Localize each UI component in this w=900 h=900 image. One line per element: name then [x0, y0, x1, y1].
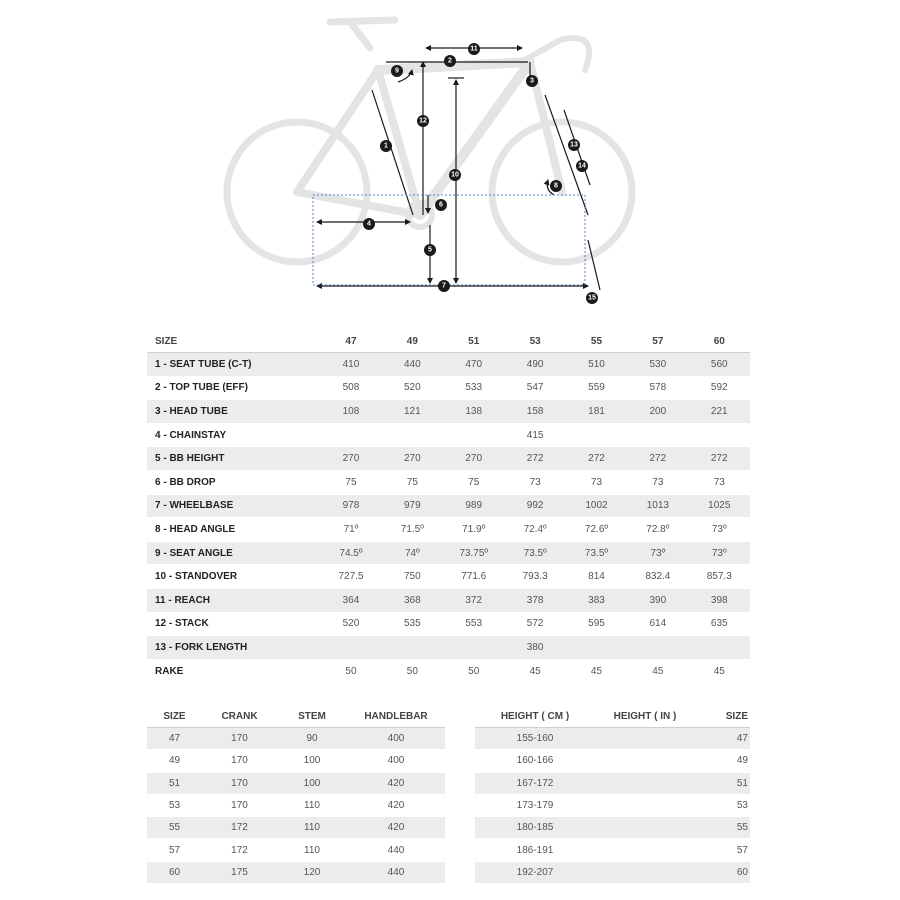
- cell: 170: [202, 794, 277, 816]
- cell: 170: [202, 772, 277, 794]
- callout-5: [424, 244, 436, 256]
- cell: 978: [320, 494, 381, 518]
- cell: [595, 772, 695, 794]
- svg-text:8: 8: [554, 182, 558, 190]
- cell: 57: [695, 839, 750, 861]
- cell: 440: [347, 839, 445, 861]
- table-row: [147, 772, 445, 794]
- cell: 420: [347, 794, 445, 816]
- svg-text:14: 14: [578, 162, 586, 170]
- callout-1: [380, 140, 392, 152]
- cell: 440: [347, 861, 445, 883]
- cell: 553: [443, 612, 504, 636]
- cell: 51: [695, 772, 750, 794]
- cell: 1013: [627, 494, 688, 518]
- cell: 592: [689, 376, 750, 400]
- cell: 420: [347, 817, 445, 839]
- cell: 71.5º: [382, 518, 443, 542]
- row-label: 7 - WHEELBASE: [147, 494, 320, 518]
- cell: 73º: [689, 541, 750, 565]
- row-label: 9 - SEAT ANGLE: [147, 541, 320, 565]
- size-col-header: 53: [504, 330, 565, 353]
- cell: [595, 861, 695, 883]
- cell: [595, 794, 695, 816]
- col-header: SIZE: [695, 705, 750, 728]
- cell: 73.75º: [443, 541, 504, 565]
- cell: 510: [566, 353, 627, 377]
- svg-text:13: 13: [570, 141, 578, 149]
- cell: 55: [147, 817, 202, 839]
- cell: 530: [627, 353, 688, 377]
- cell: 73: [627, 470, 688, 494]
- cell: 75: [382, 470, 443, 494]
- cell: 270: [382, 447, 443, 471]
- table-row: [147, 750, 445, 772]
- cell: 372: [443, 588, 504, 612]
- row-label: 3 - HEAD TUBE: [147, 400, 320, 424]
- cell: 172: [202, 817, 277, 839]
- cell: 186-191: [475, 839, 595, 861]
- cell: 420: [347, 772, 445, 794]
- table-row: [147, 447, 750, 471]
- svg-text:6: 6: [439, 201, 443, 209]
- cell: 270: [320, 447, 381, 471]
- cell: [595, 839, 695, 861]
- cell: 73: [689, 470, 750, 494]
- cell: 170: [202, 750, 277, 772]
- size-header: SIZE: [147, 330, 320, 353]
- cell: 1002: [566, 494, 627, 518]
- callout-14: [576, 160, 588, 172]
- svg-text:12: 12: [419, 117, 427, 125]
- cell: 832.4: [627, 565, 688, 589]
- cell: 192-207: [475, 861, 595, 883]
- cell: 53: [147, 794, 202, 816]
- row-label: 8 - HEAD ANGLE: [147, 518, 320, 542]
- cell: 535: [382, 612, 443, 636]
- cell: 490: [504, 353, 565, 377]
- table-row: [147, 423, 750, 447]
- cell: 410: [320, 353, 381, 377]
- svg-text:11: 11: [470, 45, 478, 53]
- cell: 53: [695, 794, 750, 816]
- table-row: [147, 861, 445, 883]
- cell: [595, 750, 695, 772]
- row-label: 2 - TOP TUBE (EFF): [147, 376, 320, 400]
- cell: 47: [147, 728, 202, 750]
- col-header: HANDLEBAR: [347, 705, 445, 728]
- cell: 180-185: [475, 817, 595, 839]
- cell: 108: [320, 400, 381, 424]
- cell: 771.6: [443, 565, 504, 589]
- callout-8: [550, 180, 562, 192]
- cell: 50: [443, 659, 504, 683]
- row-label: 5 - BB HEIGHT: [147, 447, 320, 471]
- cell: 364: [320, 588, 381, 612]
- cell: 60: [695, 861, 750, 883]
- cell: 390: [627, 588, 688, 612]
- cell: 614: [627, 612, 688, 636]
- cell: 440: [382, 353, 443, 377]
- cell: 989: [443, 494, 504, 518]
- cell: 814: [566, 565, 627, 589]
- cell: 45: [504, 659, 565, 683]
- cell: 170: [202, 728, 277, 750]
- table-row: [147, 817, 445, 839]
- size-col-header: 47: [320, 330, 381, 353]
- callout-9: [391, 65, 403, 77]
- svg-text:4: 4: [367, 220, 371, 228]
- cell: 1025: [689, 494, 750, 518]
- table-row: [475, 728, 750, 750]
- cell: 49: [147, 750, 202, 772]
- svg-text:3: 3: [530, 77, 534, 85]
- svg-text:1: 1: [384, 142, 388, 150]
- cell: 595: [566, 612, 627, 636]
- cell: 138: [443, 400, 504, 424]
- cell: 51: [147, 772, 202, 794]
- col-header: CRANK: [202, 705, 277, 728]
- row-label: 11 - REACH: [147, 588, 320, 612]
- callout-13: [568, 139, 580, 151]
- cell: 45: [566, 659, 627, 683]
- cell: 57: [147, 839, 202, 861]
- bike-geometry-diagram: [0, 0, 900, 320]
- table-row: [475, 817, 750, 839]
- table-row: [475, 750, 750, 772]
- cell: 72.4º: [504, 518, 565, 542]
- table-row: [147, 565, 750, 589]
- cell: 45: [689, 659, 750, 683]
- table-row: [147, 400, 750, 424]
- svg-text:15: 15: [588, 294, 596, 302]
- cell: 172: [202, 839, 277, 861]
- callout-11: [468, 43, 480, 55]
- cell: 50: [320, 659, 381, 683]
- cell: 181: [566, 400, 627, 424]
- callout-2: [444, 55, 456, 67]
- table-row: [475, 839, 750, 861]
- cell: 73º: [689, 518, 750, 542]
- cell: 750: [382, 565, 443, 589]
- components-header-row: [147, 705, 445, 728]
- row-label: 6 - BB DROP: [147, 470, 320, 494]
- dotted-reference-box: [313, 195, 585, 285]
- cell: 793.3: [504, 565, 565, 589]
- cell: 272: [627, 447, 688, 471]
- cell: 71º: [320, 518, 381, 542]
- table-row: [147, 839, 445, 861]
- table-row: [147, 353, 750, 377]
- svg-text:10: 10: [451, 171, 459, 179]
- size-col-header: 55: [566, 330, 627, 353]
- cell: 470: [443, 353, 504, 377]
- cell: 47: [695, 728, 750, 750]
- cell: 272: [689, 447, 750, 471]
- cell: 398: [689, 588, 750, 612]
- row-label: 1 - SEAT TUBE (C-T): [147, 353, 320, 377]
- cell: 73: [504, 470, 565, 494]
- svg-text:2: 2: [448, 57, 452, 65]
- table-row: [475, 794, 750, 816]
- cell: 45: [627, 659, 688, 683]
- cell: 60: [147, 861, 202, 883]
- table-row: [147, 470, 750, 494]
- geometry-header-row: [147, 330, 750, 353]
- cell: 71.9º: [443, 518, 504, 542]
- cell: 74º: [382, 541, 443, 565]
- cell: 72.8º: [627, 518, 688, 542]
- cell: 979: [382, 494, 443, 518]
- callout-4: [363, 218, 375, 230]
- cell: 400: [347, 728, 445, 750]
- table-row: [147, 659, 750, 683]
- col-header: HEIGHT ( CM ): [475, 705, 595, 728]
- cell: 378: [504, 588, 565, 612]
- row-label: 12 - STACK: [147, 612, 320, 636]
- geometry-table: [147, 330, 750, 683]
- cell: 415: [320, 423, 750, 447]
- callout-3: [526, 75, 538, 87]
- cell: 74.5º: [320, 541, 381, 565]
- cell: 272: [566, 447, 627, 471]
- fit-table: [475, 705, 750, 884]
- svg-text:7: 7: [442, 282, 446, 290]
- callout-15: [586, 292, 598, 304]
- cell: 727.5: [320, 565, 381, 589]
- row-label: 4 - CHAINSTAY: [147, 423, 320, 447]
- cell: 857.3: [689, 565, 750, 589]
- cell: 368: [382, 588, 443, 612]
- cell: 72.6º: [566, 518, 627, 542]
- cell: 155-160: [475, 728, 595, 750]
- cell: 270: [443, 447, 504, 471]
- cell: 400: [347, 750, 445, 772]
- cell: 520: [382, 376, 443, 400]
- table-row: [475, 772, 750, 794]
- cell: 520: [320, 612, 381, 636]
- cell: 55: [695, 817, 750, 839]
- cell: 547: [504, 376, 565, 400]
- callout-6: [435, 199, 447, 211]
- table-row: [475, 861, 750, 883]
- cell: 121: [382, 400, 443, 424]
- cell: 110: [277, 794, 347, 816]
- cell: 167-172: [475, 772, 595, 794]
- cell: 49: [695, 750, 750, 772]
- cell: 572: [504, 612, 565, 636]
- row-label: 13 - FORK LENGTH: [147, 636, 320, 660]
- table-row: [147, 376, 750, 400]
- col-header: HEIGHT ( IN ): [595, 705, 695, 728]
- cell: [595, 728, 695, 750]
- components-table: [147, 705, 445, 884]
- table-row: [147, 588, 750, 612]
- cell: 90: [277, 728, 347, 750]
- cell: 75: [320, 470, 381, 494]
- cell: 533: [443, 376, 504, 400]
- cell: 73º: [627, 541, 688, 565]
- cell: 73.5º: [566, 541, 627, 565]
- cell: 120: [277, 861, 347, 883]
- cell: [595, 817, 695, 839]
- cell: 383: [566, 588, 627, 612]
- cell: 380: [320, 636, 750, 660]
- cell: 508: [320, 376, 381, 400]
- cell: 221: [689, 400, 750, 424]
- size-col-header: 51: [443, 330, 504, 353]
- cell: 100: [277, 750, 347, 772]
- callout-7: [438, 280, 450, 292]
- cell: 110: [277, 817, 347, 839]
- table-row: [147, 518, 750, 542]
- cell: 75: [443, 470, 504, 494]
- cell: 272: [504, 447, 565, 471]
- cell: 559: [566, 376, 627, 400]
- fit-header-row: [475, 705, 750, 728]
- cell: 200: [627, 400, 688, 424]
- table-row: [147, 494, 750, 518]
- col-header: SIZE: [147, 705, 202, 728]
- table-row: [147, 636, 750, 660]
- cell: 635: [689, 612, 750, 636]
- callout-10: [449, 169, 461, 181]
- row-label: RAKE: [147, 659, 320, 683]
- cell: 110: [277, 839, 347, 861]
- cell: 100: [277, 772, 347, 794]
- cell: 73.5º: [504, 541, 565, 565]
- cell: 578: [627, 376, 688, 400]
- col-header: STEM: [277, 705, 347, 728]
- callout-12: [417, 115, 429, 127]
- cell: 992: [504, 494, 565, 518]
- table-row: [147, 612, 750, 636]
- cell: 158: [504, 400, 565, 424]
- cell: 175: [202, 861, 277, 883]
- table-row: [147, 728, 445, 750]
- cell: 173-179: [475, 794, 595, 816]
- row-label: 10 - STANDOVER: [147, 565, 320, 589]
- table-row: [147, 794, 445, 816]
- table-row: [147, 541, 750, 565]
- size-col-header: 60: [689, 330, 750, 353]
- svg-text:5: 5: [428, 246, 432, 254]
- cell: 73: [566, 470, 627, 494]
- size-col-header: 49: [382, 330, 443, 353]
- size-col-header: 57: [627, 330, 688, 353]
- cell: 560: [689, 353, 750, 377]
- svg-text:9: 9: [395, 67, 399, 75]
- cell: 160-166: [475, 750, 595, 772]
- cell: 50: [382, 659, 443, 683]
